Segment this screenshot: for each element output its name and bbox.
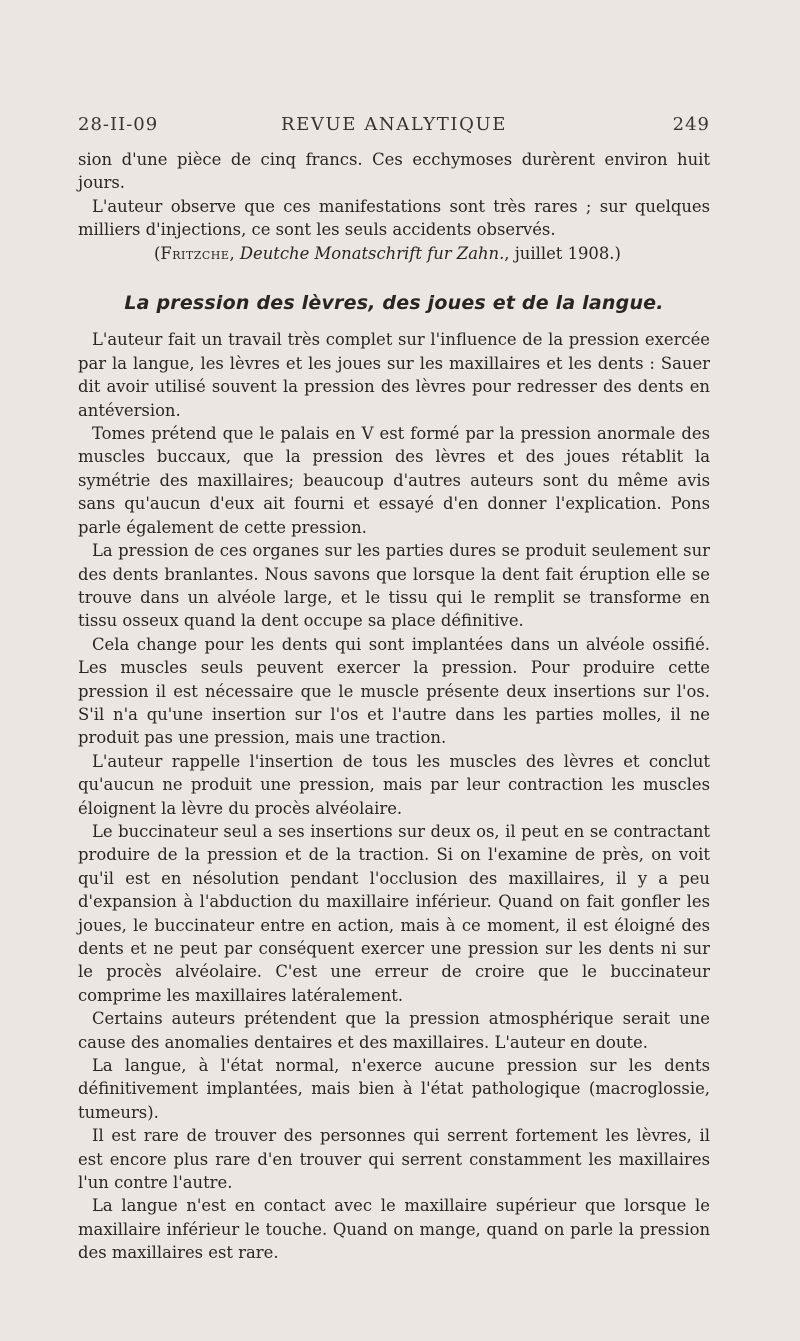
citation-separator: , xyxy=(229,243,240,263)
paragraph-continued: sion d'une pièce de cinq francs. Ces ecchymoses durèrent environ huit jours. xyxy=(78,150,710,193)
paragraph: Le buccinateur seul a ses insertions sur deux os, il peut en se contractant produire de la pression et de la traction. Si on l'examine de près, on voit qu'il est en nésolution pendant l'occlusion des maxillaires, il y a peu d'expansion à l'abduction du maxillaire inférieur. Quand on fait gonfler les joues, le buccinateur entre en action, mais à ce moment, il est éloigné des dents et ne peut par conséquent exercer une pression sur les dents ni sur le procès alvéolaire. C'est une erreur de croire que le buccinateur comprime les maxillaires latéralement. xyxy=(78,821,710,1005)
citation-author: Fritzche xyxy=(160,243,230,263)
paragraph: La pression de ces organes sur les parties dures se produit seulement sur des dents branlantes. Nous savons que lorsque la dent fait éruption elle se trouve dans un alvéole large, et le tissu qui le remplit se transforme en tissu osseux quand la dent occupe sa place définitive. xyxy=(78,541,710,631)
paragraph: Certains auteurs prétendent que la pression atmosphérique serait une cause des anomalies dentaires et des maxillaires. L'auteur en doute. xyxy=(78,1009,710,1052)
paragraph: Cela change pour les dents qui sont implantées dans un alvéole ossifié. Les muscles seuls peuvent exercer la pression. Pour produire cette pression il est nécessaire que le muscle présente deux insertions sur l'os. S'il n'a qu'une insertion sur l'os et l'autre dans les parties molles, il ne produit pas une pression, mais une traction. xyxy=(78,634,710,748)
page-number: 249 xyxy=(672,114,710,135)
paragraph: Tomes prétend que le palais en V est formé par la pression anormale des muscles buccaux, que la pression des lèvres et des joues rétablit la symétrie des maxillaires; beaucoup d'autres auteurs sont du même avis sans qu'aucun d'eux ait fourni et essayé d'en donner l'explication. Pons parle également de cette pression. xyxy=(78,424,710,537)
running-header xyxy=(78,114,710,142)
paragraph: L'auteur fait un travail très complet sur l'influence de la pression exercée par la langue, les lèvres et les joues sur les maxillaires et les dents : Sauer dit avoir utilisé souvent la pression des lèvres pour redresser des dents en antéversion. xyxy=(78,330,710,420)
header-title: REVUE ANALYTIQUE xyxy=(281,114,507,135)
section-title: La pression des lèvres, des joues et de la langue. xyxy=(124,292,664,315)
article-body xyxy=(78,148,710,1265)
paragraph: L'auteur rappelle l'insertion de tous les muscles des lèvres et conclut qu'aucun ne produit une pression, mais par leur contraction les muscles éloignent la lèvre du procès alvéolaire. xyxy=(78,751,710,818)
source-citation xyxy=(78,242,710,265)
paragraph: Il est rare de trouver des personnes qui serrent fortement les lèvres, il est encore plus rare d'en trouver qui serrent constamment les maxillaires l'un contre l'autre. xyxy=(78,1126,710,1193)
paragraph: La langue, à l'état normal, n'exerce aucune pression sur les dents définitivement implantées, mais bien à l'état pathologique (macroglossie, tumeurs). xyxy=(78,1056,710,1122)
citation-journal: Deutche Monatschrift fur Zahn. xyxy=(239,243,505,263)
citation-open: ( xyxy=(154,243,161,263)
paragraph: L'auteur observe que ces manifestations sont très rares ; sur quelques milliers d'injections, ce sont les seuls accidents observés. xyxy=(78,196,710,240)
citation-date: , juillet 1908.) xyxy=(504,243,621,263)
paragraph: La langue n'est en contact avec le maxillaire supérieur que lorsque le maxillaire inférieur le touche. Quand on mange, quand on parle la pression des maxillaires est rare. xyxy=(78,1196,710,1263)
header-date: 28-II-09 xyxy=(78,114,159,135)
